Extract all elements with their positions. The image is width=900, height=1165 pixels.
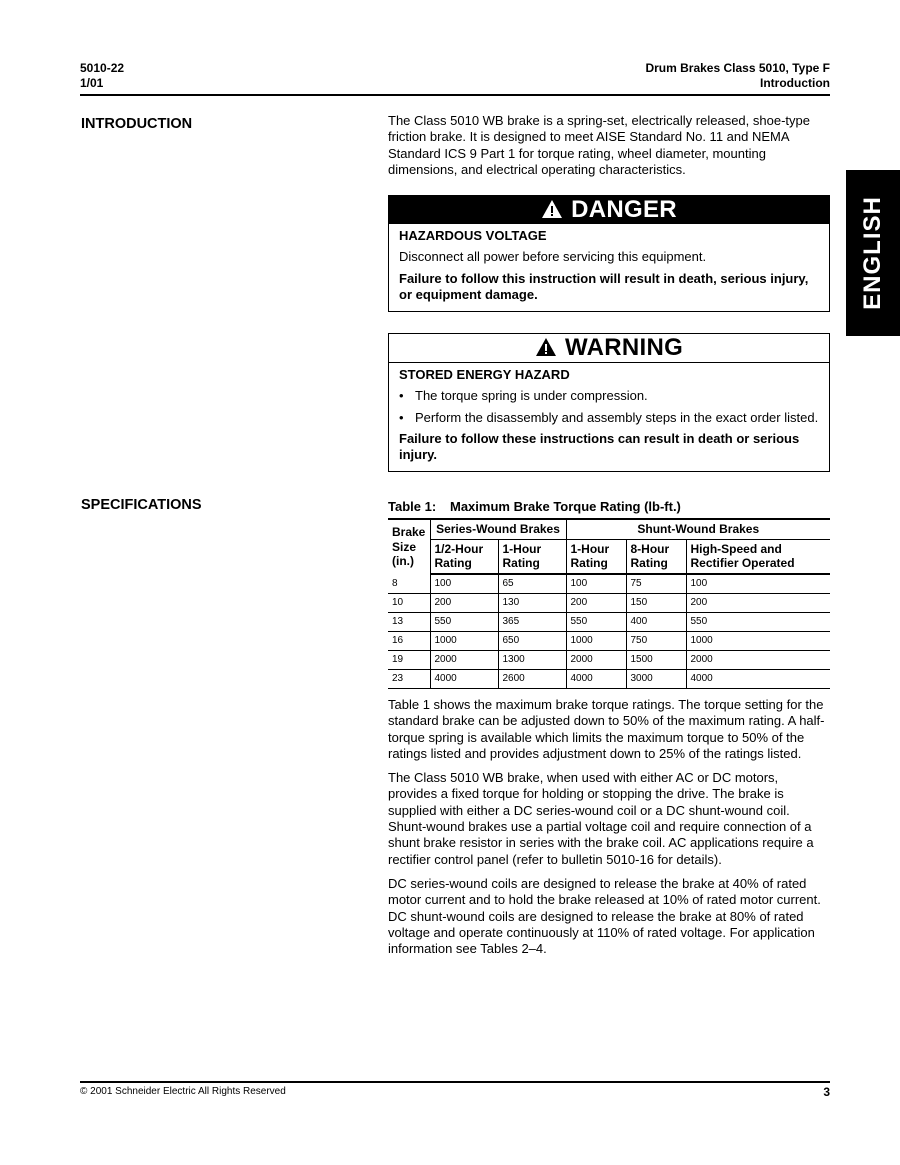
warning-triangle-icon: [541, 199, 563, 219]
warning-bullet: • Perform the disassembly and assembly steps in the exact order listed.: [399, 409, 819, 425]
warning-title-bar: [389, 334, 829, 363]
warning-consequence: Failure to follow these instructions can result in death or serious injury.: [399, 430, 800, 463]
table-cell: 1500: [626, 650, 686, 669]
warning-bullet-text: Perform the disassembly and assembly steps in the exact order listed.: [415, 409, 819, 425]
table-cell: 2000: [566, 650, 626, 669]
brake-size-header: Brake Size (in.): [388, 519, 430, 574]
table-cell: 100: [430, 574, 498, 594]
document-section: Introduction: [760, 76, 830, 90]
specifications-heading: SPECIFICATIONS: [81, 497, 202, 513]
specifications-paragraph: DC series-wound coils are designed to release the brake at 40% of rated motor current and to hold the brake released at 10% of rated motor current. DC shunt-wound coils are designed to release the brake at 80% of rated voltage and operate continuously at 110% of rated voltage. For application information see Tables 2–4.: [388, 875, 821, 957]
warning-hazard: STORED ENERGY HAZARD: [399, 367, 570, 382]
introduction-paragraph: The Class 5010 WB brake is a spring-set, electrically released, shoe-type friction brake. It is designed to meet AISE Standard No. 11 and NEMA Standard ICS 9 Part 1 for torque rating, wheel diameter, mounting dimensions, and electrical operating characteristics.: [388, 113, 810, 177]
warning-bullet: • The torque spring is under compression.: [399, 388, 648, 404]
table-cell: 550: [566, 612, 626, 631]
table-cell: 3000: [626, 669, 686, 688]
warning-triangle-icon: [535, 337, 557, 357]
table-title: Maximum Brake Torque Rating (lb-ft.): [450, 499, 681, 514]
table-cell: 10: [388, 593, 430, 612]
danger-box: [388, 195, 830, 312]
table-cell: 200: [566, 593, 626, 612]
specifications-paragraph: The Class 5010 WB brake, when used with either AC or DC motors, provides a fixed torque for holding or stopping the drive. The brake is supplied with either a DC series-wound coil or a DC shunt-wound coil. Shunt-wound brakes use a partial voltage coil and require connection of a shunt brake resistor in series with the brake coil. AC applications require a rectifier control panel (refer to bulletin 5010-16 for details).: [388, 770, 814, 867]
table-cell: 4000: [686, 669, 830, 688]
warning-box: [388, 333, 830, 472]
introduction-text: [388, 113, 830, 178]
series-wound-header: Series-Wound Brakes: [430, 519, 566, 539]
copyright: © 2001 Schneider Electric All Rights Reserved: [80, 1086, 286, 1097]
table-cell: 200: [430, 593, 498, 612]
table-cell: 4000: [430, 669, 498, 688]
table-cell: 100: [566, 574, 626, 594]
table-row: [388, 631, 830, 650]
table-cell: 1000: [686, 631, 830, 650]
table-row: [388, 669, 830, 688]
table-cell: 19: [388, 650, 430, 669]
table-cell: 365: [498, 612, 566, 631]
table-row: [388, 612, 830, 631]
table-number: Table 1:: [388, 499, 437, 514]
table-row: [388, 574, 830, 594]
warning-title: WARNING: [564, 334, 684, 361]
column-header: High-Speed and Rectifier Operated: [686, 539, 830, 574]
column-header: 8-Hour Rating: [626, 539, 686, 574]
table-cell: 750: [626, 631, 686, 650]
shunt-wound-header: Shunt-Wound Brakes: [566, 519, 830, 539]
specifications-body: [388, 697, 830, 957]
language-tab-label: ENGLISH: [859, 196, 886, 310]
table-cell: 200: [686, 593, 830, 612]
table-cell: 2000: [430, 650, 498, 669]
torque-rating-table: [388, 518, 830, 689]
table-cell: 65: [498, 574, 566, 594]
column-header: 1-Hour Rating: [498, 539, 566, 574]
header-rule: [80, 94, 830, 96]
document-title: Drum Brakes Class 5010, Type F: [645, 61, 830, 75]
language-tab: [846, 170, 900, 336]
table-row: [388, 593, 830, 612]
table-row: [388, 650, 830, 669]
table-cell: 23: [388, 669, 430, 688]
table-caption: [388, 499, 681, 514]
document-number: 5010-22: [80, 61, 125, 75]
table-cell: 550: [430, 612, 498, 631]
table-cell: 150: [626, 593, 686, 612]
warning-bullet-text: The torque spring is under compression.: [415, 388, 648, 404]
introduction-heading: INTRODUCTION: [81, 116, 193, 132]
table-cell: 1000: [430, 631, 498, 650]
column-header: 1/2-Hour Rating: [430, 539, 498, 574]
table-cell: 130: [498, 593, 566, 612]
document-date: 1/01: [80, 76, 104, 90]
table-cell: 16: [388, 631, 430, 650]
column-header: 1-Hour Rating: [566, 539, 626, 574]
table-cell: 75: [626, 574, 686, 594]
danger-instruction: Disconnect all power before servicing this equipment.: [399, 249, 707, 265]
danger-hazard: HAZARDOUS VOLTAGE: [399, 228, 547, 243]
table-cell: 100: [686, 574, 830, 594]
page-number: 3: [823, 1085, 830, 1099]
table-cell: 400: [626, 612, 686, 631]
table-cell: 8: [388, 574, 430, 594]
table-cell: 4000: [566, 669, 626, 688]
danger-title-bar: [389, 196, 829, 224]
table-cell: 1300: [498, 650, 566, 669]
table-cell: 2000: [686, 650, 830, 669]
specifications-paragraph: Table 1 shows the maximum brake torque ratings. The torque setting for the standard brake can be adjusted down to 50% of the maximum rating. A half-torque spring is available which limits the maximum torque to 50% of the ratings listed and provides adjustment down to 25% of the ratings listed.: [388, 697, 825, 761]
footer-rule: [80, 1081, 830, 1083]
table-cell: 650: [498, 631, 566, 650]
table-cell: 13: [388, 612, 430, 631]
danger-consequence: Failure to follow this instruction will result in death, serious injury, or equipment damage.: [399, 270, 809, 302]
table-cell: 1000: [566, 631, 626, 650]
table-cell: 550: [686, 612, 830, 631]
danger-title: DANGER: [571, 196, 677, 223]
table-cell: 2600: [498, 669, 566, 688]
